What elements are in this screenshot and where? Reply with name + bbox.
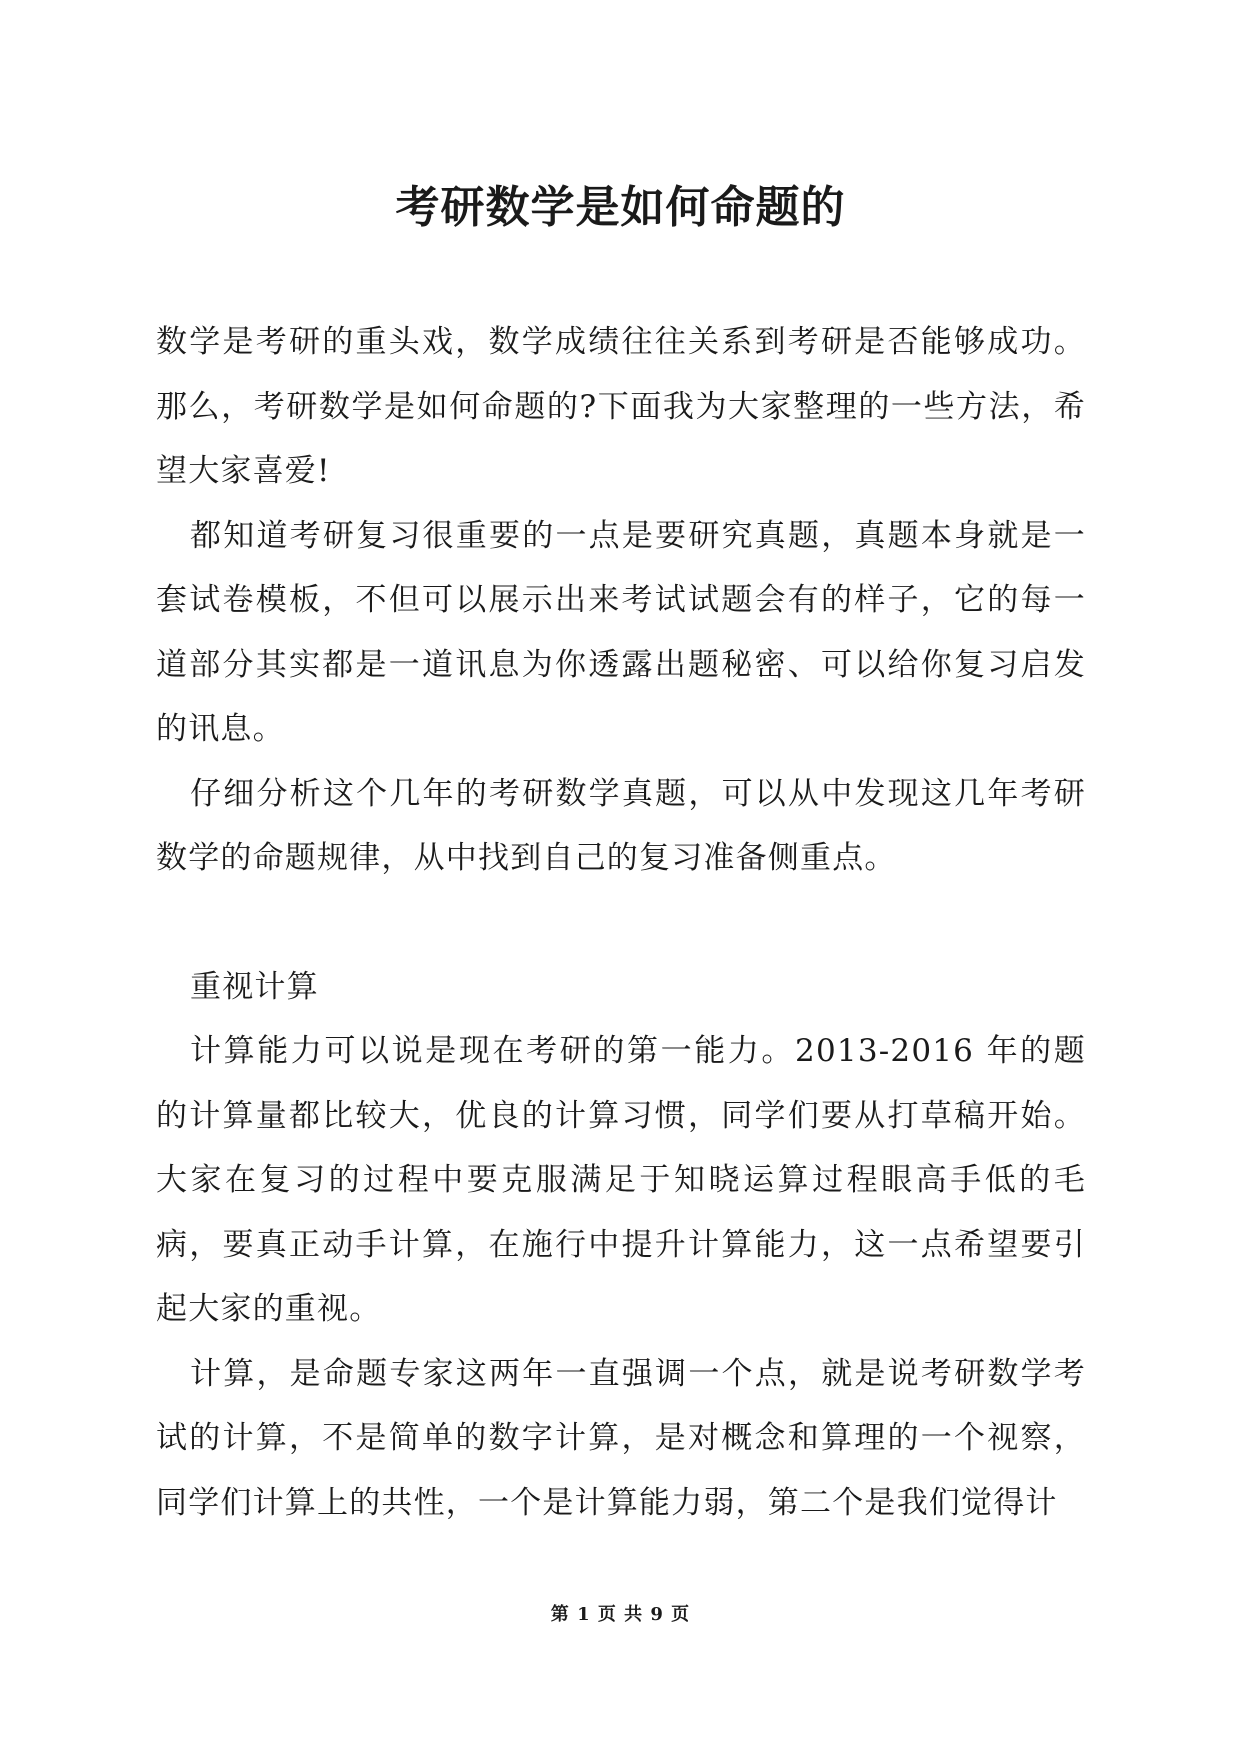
document-body [156,310,1086,1535]
intro-paragraph: 数学是考研的重头戏，数学成绩往往关系到考研是否能够成功。那么，考研数学是如何命题的?下面我为大家整理的一些方法，希望大家喜爱! [156,324,1086,489]
section-paragraph: 计算能力可以说是现在考研的第一能力。2013-2016 年的题的计算量都比较大，优良的计算习惯，同学们要从打草稿开始。大家在复习的过程中要克服满足于知晓运算过程眼高手低的毛病，要真正动手计算，在施行中提升计算能力，这一点希望要引起大家的重视。 [156,1033,1086,1327]
page-number-footer: 第 1 页 共 9 页 [550,1604,691,1625]
document-title: 考研数学是如何命题的 [395,182,846,233]
paragraph-spacer [156,891,1086,955]
section-heading: 重视计算 [190,968,319,1005]
body-paragraph: 都知道考研复习很重要的一点是要研究真题，真题本身就是一套试卷模板，不但可以展示出来考试试题会有的样子，它的每一道部分其实都是一道讯息为你透露出题秘密、可以给你复习启发的讯息。 [156,517,1086,747]
section-paragraph: 计算，是命题专家这两年一直强调一个点，就是说考研数学考试的计算，不是简单的数字计算，是对概念和算理的一个视察，同学们计算上的共性，一个是计算能力弱，第二个是我们觉得计 [156,1355,1086,1521]
body-paragraph: 仔细分析这个几年的考研数学真题，可以从中发现这几年考研数学的命题规律，从中找到自己的复习准备侧重点。 [156,775,1086,876]
